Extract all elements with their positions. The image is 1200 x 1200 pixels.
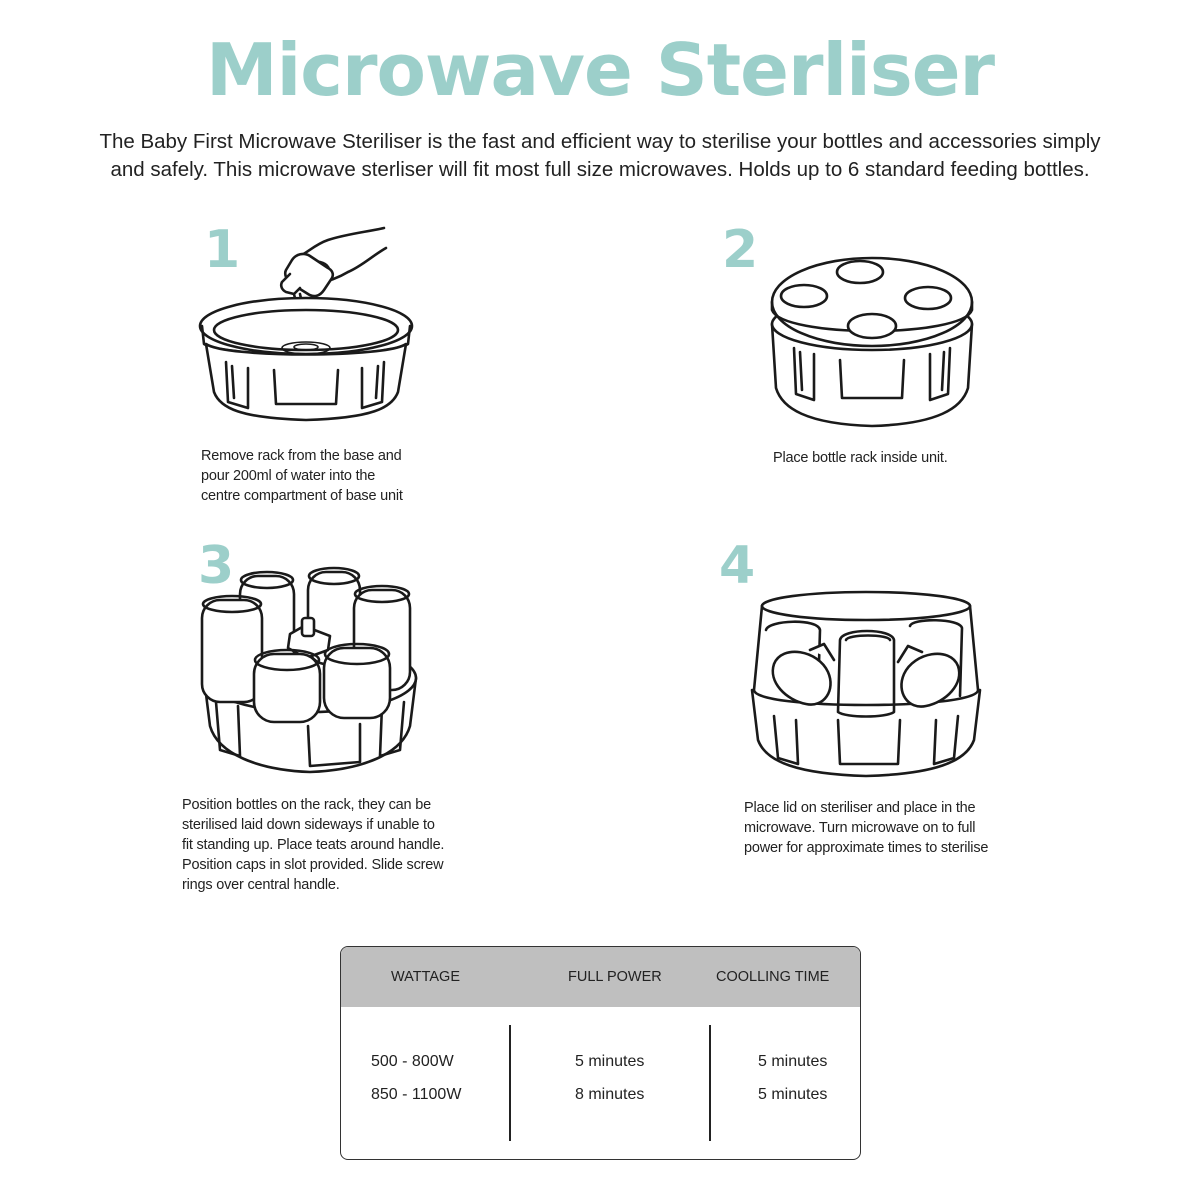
step-4-caption — [744, 798, 988, 858]
page-title: Microwave Sterliser — [205, 28, 995, 112]
table-cell: 5 minutes — [758, 1053, 828, 1070]
step-2-caption — [773, 448, 948, 468]
column-header-full-power: FULL POWER — [568, 969, 662, 985]
step-1-caption-line: Remove rack from the base and — [201, 448, 402, 464]
sterilising-times-table — [340, 946, 861, 1160]
step-1-number: 1 — [204, 220, 241, 280]
step-1-caption-line: centre compartment of base unit — [201, 488, 403, 504]
step-3-caption-line: fit standing up. Place teats around handle. — [182, 837, 445, 853]
step-1-caption — [201, 446, 403, 506]
table-cell: 850 - 1100W — [371, 1086, 462, 1103]
step-3-caption-line: Position caps in slot provided. Slide screw — [182, 857, 444, 873]
step-1-pouring-water-illustration — [196, 222, 426, 434]
column-header-wattage: WATTAGE — [391, 969, 461, 985]
table-cell: 5 minutes — [575, 1053, 645, 1070]
step-4-number: 4 — [719, 536, 756, 596]
intro-line-1: The Baby First Microwave Steriliser is the fast and efficient way to sterilise your bottles and accessories simply — [99, 130, 1101, 153]
step-3-number: 3 — [198, 536, 235, 596]
step-3-caption-line: sterilised laid down sideways if unable to — [182, 817, 435, 833]
step-3-bottles-on-rack-illustration — [198, 566, 422, 780]
step-4-lid-closed-illustration — [748, 586, 984, 782]
step-3-caption-line: rings over central handle. — [182, 877, 340, 893]
column-header-cooling-time: COOLLING TIME — [716, 969, 830, 985]
column-divider — [509, 1025, 511, 1141]
table-cell: 5 minutes — [758, 1086, 828, 1103]
column-divider — [709, 1025, 711, 1141]
step-2-bottle-rack-illustration — [766, 248, 980, 434]
step-3-caption — [182, 795, 444, 895]
step-2-caption-line: Place bottle rack inside unit. — [773, 450, 948, 466]
step-4-caption-line: Place lid on steriliser and place in the — [744, 800, 976, 816]
step-4-caption-line: microwave. Turn microwave on to full — [744, 820, 976, 836]
step-4-caption-line: power for approximate times to sterilise — [744, 840, 989, 856]
step-2-number: 2 — [722, 220, 759, 280]
intro-line-2: and safely. This microwave sterliser will fit most full size microwaves. Holds up to 6 standard feeding bottles. — [110, 158, 1090, 181]
table-cell: 500 - 800W — [371, 1053, 454, 1070]
step-3-caption-line: Position bottles on the rack, they can be — [182, 797, 431, 813]
table-cell: 8 minutes — [575, 1086, 645, 1103]
intro-text — [60, 128, 1140, 184]
step-1-caption-line: pour 200ml of water into the — [201, 468, 376, 484]
